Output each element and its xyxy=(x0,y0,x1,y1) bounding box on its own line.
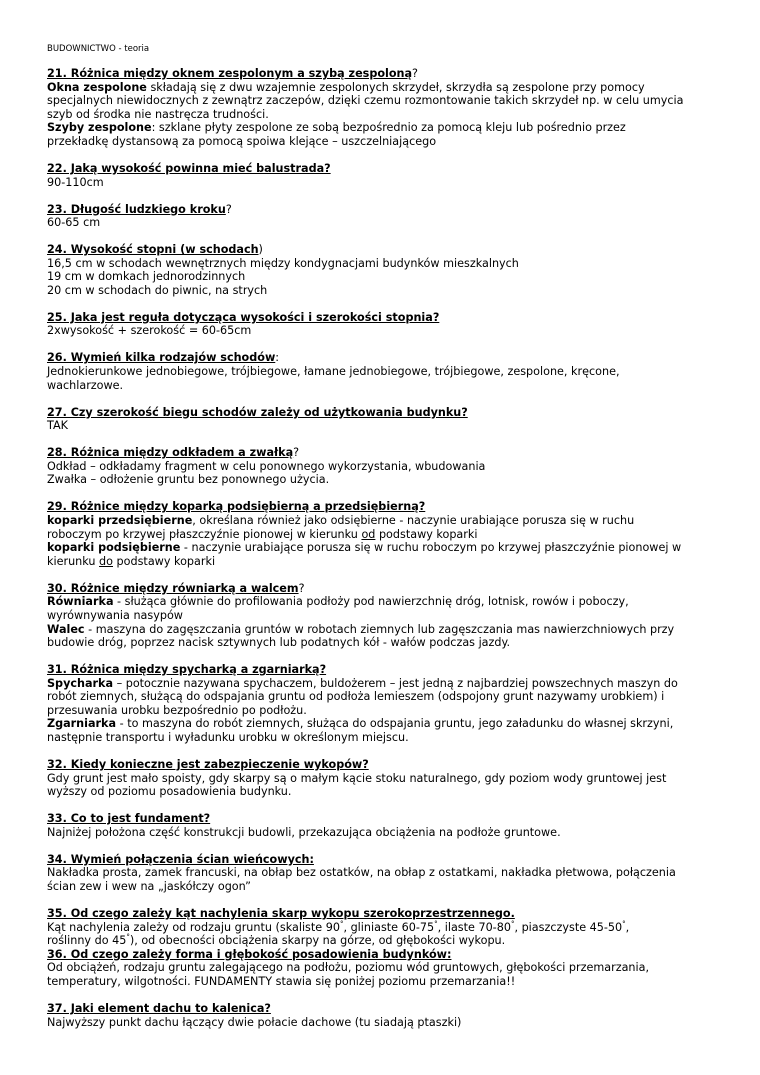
underlined-word: do xyxy=(99,554,113,568)
question-29 xyxy=(47,500,727,568)
answer-line: 2xwysokość + szerokość = 60-65cm xyxy=(47,324,252,338)
answer-line: wachlarzowe. xyxy=(47,378,124,392)
term: Spycharka xyxy=(47,676,114,690)
answer-text: roboczym po krzywej płaszczyźnie pionowej w kierunku xyxy=(47,527,362,541)
answer-line: wyższy od poziomu posadowienia budynku. xyxy=(47,785,292,799)
question-title: 24. Wysokość stopni (w schodach xyxy=(47,243,259,257)
question-suffix: : xyxy=(275,351,280,365)
question-suffix: ? xyxy=(412,67,418,80)
question-title-line xyxy=(47,582,727,596)
question-suffix: ? xyxy=(225,202,232,216)
answer-line: przesuwania urobku bezpośrednio po podłożu. xyxy=(47,703,307,717)
question-35 xyxy=(47,907,727,948)
degree-sign: ° xyxy=(622,919,626,928)
degree-sign: ° xyxy=(510,919,515,928)
answer-line: szyb od środka nie nastręcza trudności. xyxy=(47,107,269,121)
question-title: 22. Jaką wysokość powinna mieć balustrada? xyxy=(47,161,331,175)
answer-text: ), od obecności obciążenia skarpy na górze, od głębokości wykopu. xyxy=(129,934,506,948)
document-body xyxy=(47,67,727,1043)
answer-line: 19 cm w domkach jednorodzinnych xyxy=(47,270,246,284)
question-25 xyxy=(47,311,727,338)
degree-sign: ° xyxy=(126,933,130,942)
question-21 xyxy=(47,67,727,149)
answer-line: budowie dróg, poprzez nacisk sztywnych lub podatnych kół - wałów podczas jazdy. xyxy=(47,636,511,650)
answer-line xyxy=(47,595,727,609)
answer-line: Jednokierunkowe jednobiegowe, trójbiegowe, łamane jednobiegowe, trójbiegowe, zespolone, kręcone, xyxy=(47,365,620,379)
answer-text: - maszyna do zagęszczania gruntów w robotach ziemnych lub zagęszczania mas nawierzchniowych przy xyxy=(84,622,675,636)
question-title: 31. Różnica między spycharką a zgarniarką? xyxy=(47,663,327,677)
question-title: 33. Co to jest fundament? xyxy=(47,812,211,826)
answer-line xyxy=(47,528,727,542)
answer-text: , gliniaste 60-75 xyxy=(343,920,435,934)
term: koparki przedsiębierne xyxy=(47,513,193,527)
question-title-line xyxy=(47,351,727,365)
question-26 xyxy=(47,351,727,392)
answer-line: Najwyższy punkt dachu łączący dwie połacie dachowe (tu siadają ptaszki) xyxy=(47,1015,462,1029)
answer-line: 16,5 cm w schodach wewnętrznych między kondygnacjami budynków mieszkalnych xyxy=(47,256,519,270)
page-header: BUDOWNICTWO - teoria xyxy=(47,44,150,54)
answer-text: kierunku xyxy=(47,554,100,568)
answer-line: Gdy grunt jest mało spoisty, gdy skarpy są o małym kącie stoku naturalnego, gdy poziom wody gruntowej jest xyxy=(47,771,667,785)
question-24 xyxy=(47,243,727,297)
term: Zgarniarka xyxy=(47,717,117,731)
answer-line xyxy=(47,81,727,95)
degree-sign: ° xyxy=(339,919,344,928)
answer-text: - to maszyna do robót ziemnych, służąca do odspajania gruntu, jego załadunku do własnej skrzyni, xyxy=(116,717,674,731)
answer-text: , piaszczyste 45-50 xyxy=(514,920,623,934)
question-32 xyxy=(47,758,727,799)
answer-line xyxy=(47,921,727,935)
answer-text: roślinny do 45 xyxy=(47,934,127,948)
answer-text: , xyxy=(625,920,630,934)
question-title-line xyxy=(47,446,727,460)
question-23 xyxy=(47,203,727,230)
answer-line: Zwałka – odłożenie gruntu bez ponownego użycia. xyxy=(47,473,330,487)
answer-text: – potocznie nazywana spychaczem, buldożerem – jest jedną z najbardziej powszechnych maszyn do xyxy=(113,676,678,690)
term: Okna zespolone xyxy=(47,80,147,94)
answer-line: Odkład – odkładamy fragment w celu ponownego wykorzystania, wbudowania xyxy=(47,459,486,473)
term: Równiarka xyxy=(47,595,114,609)
answer-line: specjalnych niewidocznych z zewnątrz zaczepów, dzięki czemu rozmontowanie takich skrzydeł np. w celu umycia xyxy=(47,94,684,108)
answer-line: 60-65 cm xyxy=(47,216,101,230)
question-31 xyxy=(47,663,727,745)
answer-text: podstawy koparki xyxy=(375,527,478,541)
question-28 xyxy=(47,446,727,487)
answer-line: Najniżej położona część konstrukcji budowli, przekazująca obciążenia na podłoże gruntowe. xyxy=(47,825,561,839)
answer-line: TAK xyxy=(47,419,68,433)
question-suffix: ) xyxy=(258,243,263,257)
question-title: 26. Wymień kilka rodzajów schodów xyxy=(47,351,276,365)
answer-text: , określana również jako odsiębierne - naczynie urabiające porusza się w ruchu xyxy=(192,513,635,527)
degree-sign: ° xyxy=(434,919,438,928)
question-title: 36. Od czego zależy forma i głębokość posadowienia budynków: xyxy=(47,947,452,961)
answer-line: Nakładka prosta, zamek francuski, na obłap bez ostatków, na obłap z ostatkami, nakładka płetwowa, połączenia xyxy=(47,866,676,880)
question-30 xyxy=(47,582,727,650)
answer-text: , ilaste 70-80 xyxy=(437,920,511,934)
answer-text: - służąca głównie do profilowania podłoży pod nawierzchnię dróg, lotnisk, rowów i poboczy, xyxy=(113,595,629,609)
question-title-line xyxy=(47,203,727,217)
question-title: 27. Czy szerokość biegu schodów zależy od użytkowania budynku? xyxy=(47,405,468,419)
question-suffix: ? xyxy=(293,446,300,460)
term: Szyby zespolone xyxy=(47,121,152,135)
answer-line: ścian zew i wew na „jaskółczy ogon” xyxy=(47,879,251,893)
answer-line xyxy=(47,717,727,731)
term: koparki podsiębierne xyxy=(47,541,181,555)
answer-line xyxy=(47,677,727,691)
question-title: 34. Wymień połączenia ścian wieńcowych: xyxy=(47,852,314,866)
question-title-line xyxy=(47,243,727,257)
question-title: 35. Od czego zależy kąt nachylenia skarp wykopu szerokoprzestrzennego. xyxy=(47,906,515,920)
question-title-line xyxy=(47,67,727,81)
answer-line: 20 cm w schodach do piwnic, na strych xyxy=(47,283,268,297)
answer-line: następnie transportu i wyładunku urobku w określonym miejscu. xyxy=(47,731,409,745)
question-22 xyxy=(47,162,727,189)
answer-text: Kąt nachylenia zależy od rodzaju gruntu (skaliste 90 xyxy=(47,920,340,934)
question-title: 37. Jaki element dachu to kalenica? xyxy=(47,1001,271,1015)
answer-text: - naczynie urabiające porusza się w ruchu roboczym po krzywej płaszczyźnie pionowej w xyxy=(180,541,682,555)
question-title: 21. Różnica między oknem zespolonym a szybą zespoloną xyxy=(47,67,413,80)
answer-line: Od obciążeń, rodzaju gruntu zalegającego na podłożu, poziomu wód gruntowych, głębokości przemarzania, xyxy=(47,961,650,975)
answer-line: przekładkę dystansową za pomocą spoiwa klejące – uszczelniającego xyxy=(47,134,437,148)
question-title: 30. Różnice między równiarką a walcem xyxy=(47,581,299,595)
question-title: 32. Kiedy konieczne jest zabezpieczenie wykopów? xyxy=(47,758,369,772)
answer-line xyxy=(47,934,727,948)
question-title: 25. Jaka jest reguła dotycząca wysokości i szerokości stopnia? xyxy=(47,310,440,324)
question-33 xyxy=(47,812,727,839)
answer-line xyxy=(47,121,727,135)
question-27 xyxy=(47,406,727,433)
answer-line xyxy=(47,541,727,555)
answer-line: wyrównywania nasypów xyxy=(47,608,183,622)
question-title: 23. Długość ludzkiego kroku xyxy=(47,202,226,216)
answer-line xyxy=(47,555,727,569)
question-34 xyxy=(47,853,727,894)
question-title: 28. Różnica między odkładem a zwałką xyxy=(47,446,294,460)
question-36 xyxy=(47,948,727,989)
answer-line: 90-110cm xyxy=(47,175,104,189)
answer-text: podstawy koparki xyxy=(113,554,216,568)
answer-line: robót ziemnych, służącą do odspajania gruntu od podłoża lemieszem (odspojony grunt nazywamy urobkiem) i xyxy=(47,690,665,704)
question-suffix: ? xyxy=(298,581,305,595)
underlined-word: od xyxy=(361,527,376,541)
question-title: 29. Różnice między koparką podsiębierną a przedsiębierną? xyxy=(47,500,426,514)
answer-text: : szklane płyty zespolone ze sobą bezpośrednio za pomocą kleju lub pośrednio przez xyxy=(151,121,626,135)
answer-line xyxy=(47,514,727,528)
term: Walec xyxy=(47,622,85,636)
answer-line xyxy=(47,623,727,637)
answer-text: składają się z dwu wzajemnie zespolonych skrzydeł, skrzydła są zespolone przy pomocy xyxy=(146,80,645,94)
answer-line: temperatury, wilgotności. FUNDAMENTY stawia się poniżej poziomu przemarzania!! xyxy=(47,974,516,988)
question-37 xyxy=(47,1002,727,1029)
